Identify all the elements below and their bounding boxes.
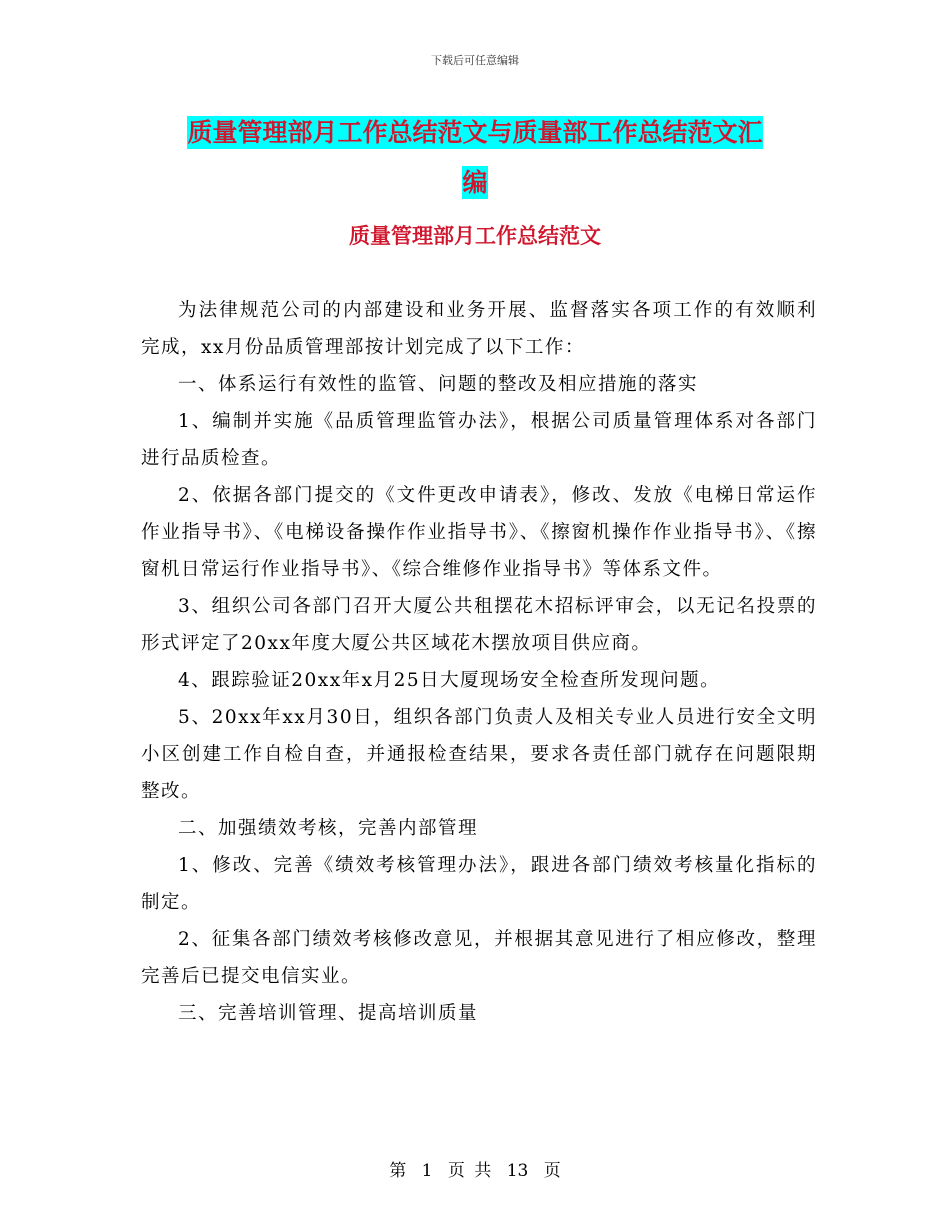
page-footer-suffix: 页: [543, 1161, 561, 1181]
header-note: 下载后可任意编辑: [431, 54, 519, 67]
paragraph: 5、20xx年xx月30日，组织各部门负责人及相关专业人员进行安全文明小区创建工作自检自查，并通报检查结果，要求各责任部门就存在问题限期整改。: [141, 707, 817, 802]
document-title: [140, 108, 810, 208]
page-number-total: 13: [506, 1161, 529, 1181]
page-footer: [0, 1156, 950, 1181]
paragraph: 4、跟踪验证20xx年x月25日大厦现场安全检查所发现问题。: [178, 670, 721, 691]
page-footer-prefix: 第: [389, 1161, 407, 1181]
paragraph: 2、依据各部门提交的《文件更改申请表》，修改、发放《电梯日常运作作业指导书》、《电梯设备操作作业指导书》、《擦窗机操作作业指导书》、《擦窗机日常运行作业指导书》、《综合维修作业指导书》等体系文件。: [141, 485, 817, 580]
paragraph: 2、征集各部门绩效考核修改意见，并根据其意见进行了相应修改，整理完善后已提交电信实业。: [141, 929, 817, 987]
paragraph: 一、体系运行有效性的监管、问题的整改及相应措施的落实: [178, 374, 699, 395]
section-heading: 质量管理部月工作总结范文: [349, 223, 601, 248]
document-body: [141, 292, 817, 1032]
paragraph: 二、加强绩效考核，完善内部管理: [178, 818, 479, 839]
paragraph: 1、修改、完善《绩效考核管理办法》，跟进各部门绩效考核量化指标的制定。: [141, 855, 817, 913]
paragraph: 为法律规范公司的内部建设和业务开展、监督落实各项工作的有效顺利完成，xx月份品质管理部按计划完成了以下工作：: [141, 300, 817, 358]
paragraph: 3、组织公司各部门召开大厦公共租摆花木招标评审会，以无记名投票的形式评定了20xx年度大厦公共区域花木摆放项目供应商。: [141, 596, 817, 654]
paragraph: 1、编制并实施《品质管理监管办法》，根据公司质量管理体系对各部门进行品质检查。: [141, 411, 817, 469]
page-footer-middle: 页 共: [447, 1161, 492, 1181]
paragraph: 三、完善培训管理、提高培训质量: [178, 1003, 479, 1024]
page-number-current: 1: [421, 1161, 433, 1181]
document-title-line-2: 编: [462, 168, 488, 197]
document-title-line-1: 质量管理部月工作总结范文与质量部工作总结范文汇: [187, 118, 763, 147]
